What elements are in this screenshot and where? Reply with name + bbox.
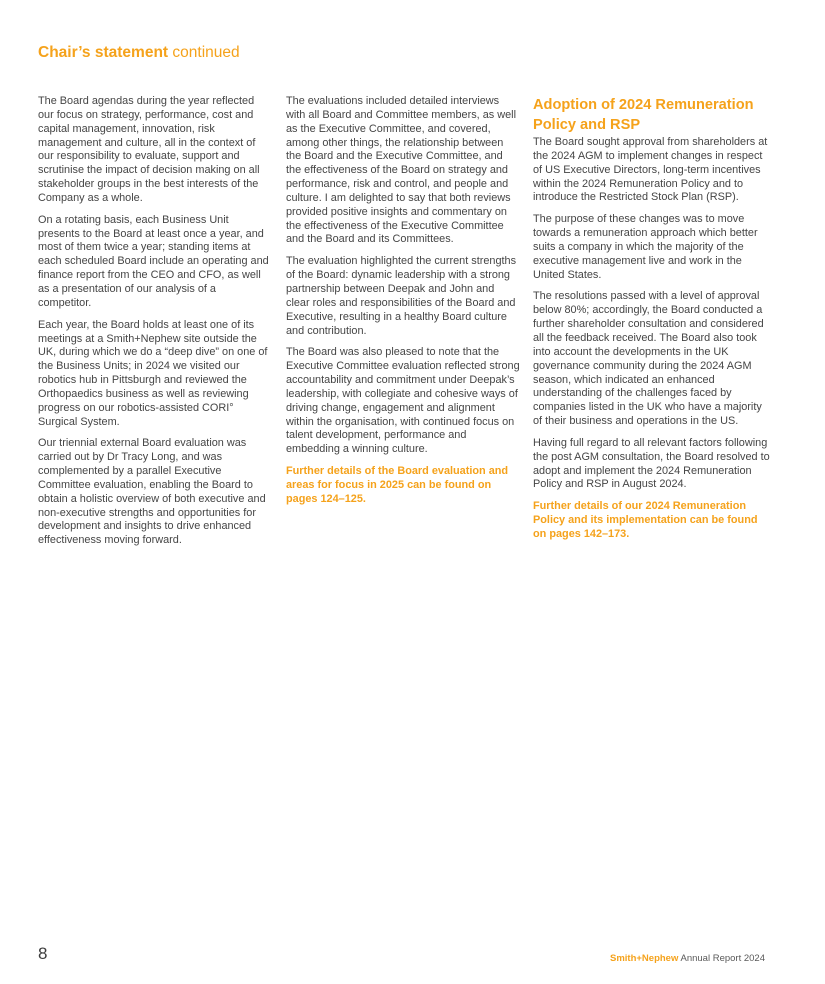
page-header xyxy=(38,44,240,62)
further-details-link[interactable]: Further details of our 2024 Remuneration Policy and its implementation can be found on pages 142–173. xyxy=(533,500,758,540)
footer-brand xyxy=(610,953,765,964)
section-title-bold: Chair’s statement xyxy=(38,44,169,61)
paragraph: The Board sought approval from shareholders at the 2024 AGM to implement changes in respect of US Executive Directors, long-term incentives within the 2024 Remuneration Policy and to introduce the Restricted Stock Plan (RSP). xyxy=(533,136,768,204)
column-2 xyxy=(286,95,520,515)
paragraph: The resolutions passed with a level of approval below 80%; accordingly, the Board conducted a further shareholder consultation and considered all the feedback received. The Board also took into account the developments in the UK governance community during the 2024 AGM season, which indicated an enhanced understanding of the challenges faced by companies listed in the UK who have a majority of their business and operations in the US. xyxy=(533,290,764,428)
paragraph: Our triennial external Board evaluation was carried out by Dr Tracy Long, and was complemented by a parallel Executive Committee evaluation, enabling the Board to obtain a holistic overview of both executive and non-executive strengths and opportunities for development and insights to drive enhanced effectiveness moving forward. xyxy=(38,437,266,547)
further-details-link[interactable]: Further details of the Board evaluation and areas for focus in 2025 can be found on pages 124–125. xyxy=(286,465,509,505)
column-3 xyxy=(533,95,771,550)
page-number: 8 xyxy=(38,944,48,963)
paragraph: Each year, the Board holds at least one of its meetings at a Smith+Nephew site outside the UK, during which we do a “deep dive” on one of the Business Units; in 2024 we visited our robotics hub in Pittsburgh and reviewed the Orthopaedics business as well as reviewing progress on our robotics-assisted CORI° Surgical System. xyxy=(38,318,268,428)
paragraph: The evaluation highlighted the current strengths of the Board: dynamic leadership with a strong partnership between Deepak and John and clear roles and responsibilities of the Board and Executive, resulting in a healthy Board culture and contribution. xyxy=(286,255,517,337)
paragraph: The Board was also pleased to note that the Executive Committee evaluation reflected strong accountability and commitment under Deepak’s leadership, with collegiate and cohesive ways of driving change, engagement and alignment within the organisation, with continued focus on talent development, performance and embedding a winning culture. xyxy=(286,346,520,456)
paragraph: The purpose of these changes was to move towards a remuneration approach which better suits a company in which the majority of the executive management live and work in the United States. xyxy=(533,213,758,281)
paragraph: On a rotating basis, each Business Unit presents to the Board at least once a year, and most of them twice a year; standing items at each scheduled Board include an operating and finance report from the CEO and CFO, as well as a presentation of our analysis of a competitor. xyxy=(38,213,269,309)
report-title: Annual Report 2024 xyxy=(680,953,765,964)
paragraph: The evaluations included detailed interviews with all Board and Committee members, as well as the Executive Committee, and covered, among other things, the relationship between the Board and the Executive Committee, and the effectiveness of the Board on strategy and performance, risk and control, and people and culture. I am delighted to say that both reviews provided positive insights and commentary on the effectiveness of the Executive Committee and the Board and its Committees. xyxy=(286,95,517,246)
brand-name: Smith+Nephew xyxy=(609,953,679,964)
remuneration-heading: Adoption of 2024 Remuneration Policy and RSP xyxy=(533,97,754,133)
paragraph: Having full regard to all relevant factors following the post AGM consultation, the Board resolved to adopt and implement the 2024 Remuneration Policy and RSP in August 2024. xyxy=(533,436,770,491)
section-title-continued: continued xyxy=(172,44,240,61)
paragraph: The Board agendas during the year reflected our focus on strategy, performance, cost and capital management, innovation, risk management and culture, all in the context of our responsibility to evaluate, support and scrutinise the impact of decision making on all stakeholder groups in the best interests of the Company as a whole. xyxy=(38,95,260,204)
column-1 xyxy=(38,95,272,556)
